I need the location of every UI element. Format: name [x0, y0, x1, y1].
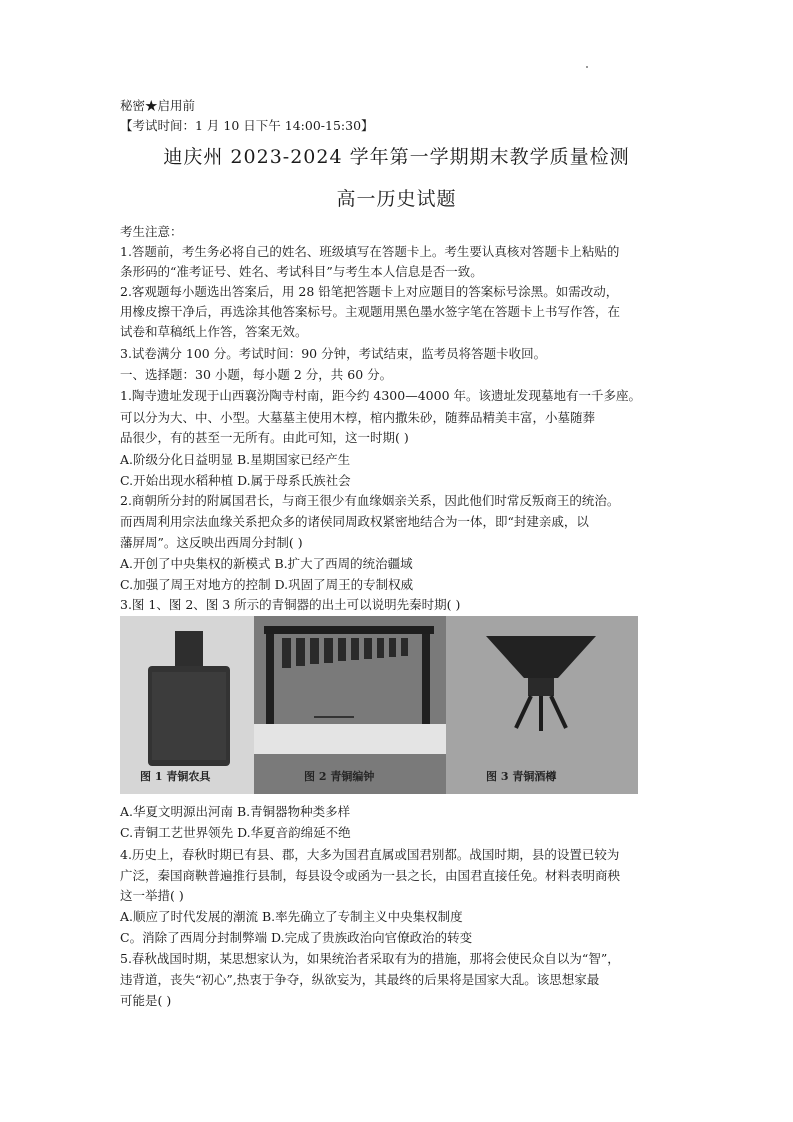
- q4-option: A.顺应了时代发展的潮流 B.率先确立了专制主义中央集权制度: [120, 909, 463, 924]
- notice-line: 3.试卷满分 100 分。考试时间：90 分钟，考试结束，监考员将答题卡收回。: [120, 346, 547, 361]
- exam-subtitle: 高一历史试题: [336, 188, 457, 210]
- q1-option: A.阶级分化日益明显 B.星期国家已经产生: [120, 452, 351, 467]
- q2-option: C.加强了周王对地方的控制 D.巩固了周王的专制权威: [120, 577, 414, 592]
- q5-stem: 违背道，丧失“初心”,热衷于争夺，纵欲妄为，其最终的后果将是国家大乱。该思想家最: [120, 972, 600, 987]
- q5-stem: 可能是( ): [120, 993, 172, 1008]
- q1-stem: 品很少，有的甚至一无所有。由此可知，这一时期( ): [120, 430, 409, 445]
- exam-time: 【考试时间：1 月 10 日下午 14:00-15:30】: [120, 118, 374, 133]
- figure-panel-vessel: [446, 616, 638, 794]
- scan-speck: [586, 66, 588, 68]
- exam-title: 迪庆州 2023-2024 学年第一学期期末教学质量检测: [163, 146, 630, 168]
- secret-label: 秘密★启用前: [120, 98, 196, 113]
- notice-line: 2.客观题每小题选出答案后，用 28 铅笔把答题卡上对应题目的答案标号涂黑。如需改动，: [120, 284, 619, 299]
- figure-caption-3: 图 3 青铜酒樽: [486, 770, 557, 783]
- notice-heading: 考生注意：: [120, 224, 183, 239]
- q3-option: A.华夏文明源出河南 B.青铜器物种类多样: [120, 804, 351, 819]
- q3-stem: 3.图 1、图 2、图 3 所示的青铜器的出土可以说明先秦时期( ): [120, 597, 461, 612]
- bronze-figure: [120, 616, 638, 794]
- section-heading: 一、选择题：30 小题，每小题 2 分，共 60 分。: [120, 367, 393, 382]
- q1-stem: 可以分为大、中、小型。大墓墓主使用木椁，棺内撒朱砂，随葬品精美丰富，小墓随葬: [120, 410, 596, 425]
- figure-caption-1: 图 1 青铜农具: [140, 770, 211, 783]
- q2-stem: 而西周利用宗法血缘关系把众多的诸侯同周政权紧密地结合为一体，即“封建亲戚，以: [120, 514, 589, 529]
- notice-line: 用橡皮擦干净后，再选涂其他答案标号。主观题用黑色墨水签字笔在答题卡上书写作答，在: [120, 304, 621, 319]
- q1-stem: 1.陶寺遗址发现于山西襄汾陶寺村南，距今约 4300—4000 年。该遗址发现墓地有一千多座。: [120, 388, 641, 403]
- q2-stem: 2.商朝所分封的附属国君长，与商王很少有血缘姻亲关系，因此他们时常反叛商王的统治。: [120, 493, 620, 508]
- figure-panel-bells: [254, 616, 446, 794]
- q2-option: A.开创了中央集权的新模式 B.扩大了西周的统治疆域: [120, 556, 413, 571]
- q4-stem: 4.历史上，春秋时期已有县、郡，大多为国君直属或国君别都。战国时期，县的设置已较为: [120, 847, 620, 862]
- notice-line: 条形码的“准考证号、姓名、考试科目”与考生本人信息是否一致。: [120, 264, 483, 279]
- q3-option: C.青铜工艺世界领先 D.华夏音韵绵延不绝: [120, 825, 351, 840]
- q4-stem: 这一举措( ): [120, 888, 184, 903]
- notice-line: 试卷和草稿纸上作答，答案无效。: [120, 324, 308, 339]
- q2-stem: 藩屏周”。这反映出西周分封制( ): [120, 535, 303, 550]
- q4-option: C。消除了西周分封制弊端 D.完成了贵族政治向官僚政治的转变: [120, 930, 473, 945]
- q1-option: C.开始出现水稻种植 D.属于母系氏族社会: [120, 473, 351, 488]
- figure-panel-farm-tool: [120, 616, 254, 794]
- q5-stem: 5.春秋战国时期，某思想家认为，如果统治者采取有为的措施，那将会使民众自以为“智”，: [120, 951, 620, 966]
- notice-line: 1.答题前，考生务必将自己的姓名、班级填写在答题卡上。考生要认真核对答题卡上粘贴的: [120, 244, 620, 259]
- figure-caption-2: 图 2 青铜编钟: [304, 770, 375, 783]
- q4-stem: 广泛，秦国商鞅普遍推行县制，每县设令或函为一县之长，由国君直接任免。材料表明商秧: [120, 868, 621, 883]
